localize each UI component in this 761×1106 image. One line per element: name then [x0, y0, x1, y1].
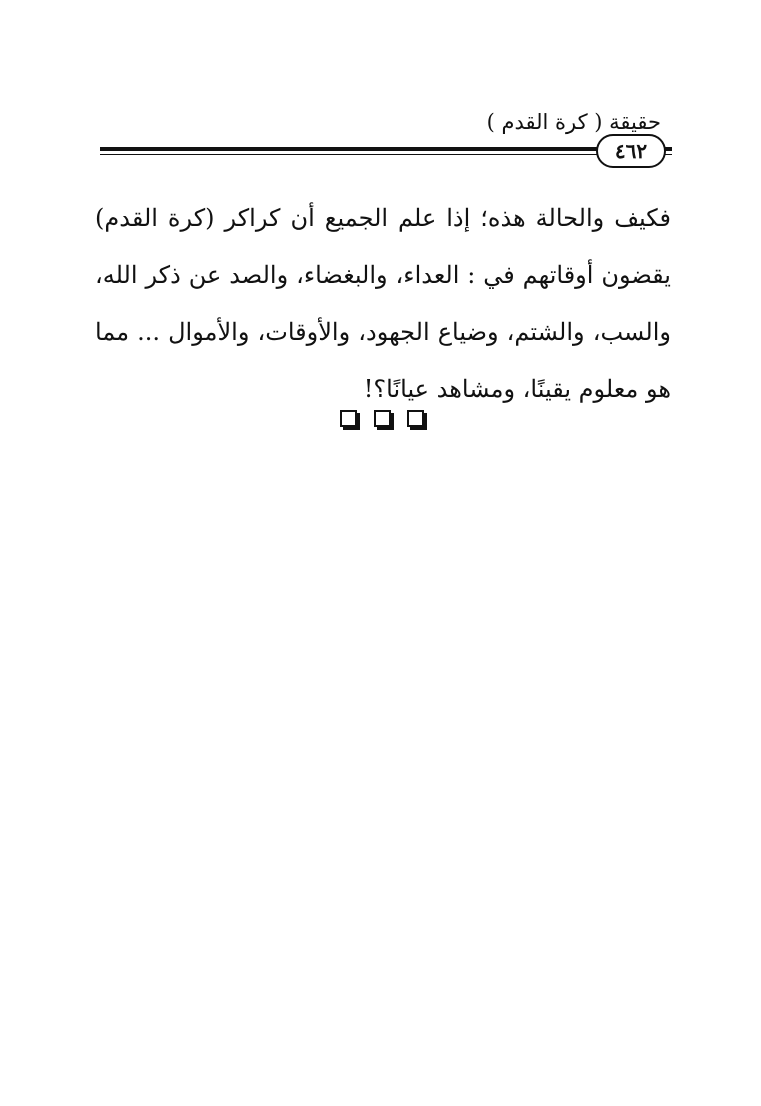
header-rule-thin — [100, 154, 600, 155]
page-number-frame — [596, 134, 666, 168]
separator-box-icon — [374, 410, 391, 427]
body-paragraph: فكيف والحالة هذه؛ إذا علم الجميع أن كراكر (كرة القدم) يقضون أوقاتهم في : العداء، والبغضاء، والصد عن ذكر الله، والسب، والشتم، وضياع الجهود، والأوقات، والأموال ... مما هو معلوم يقينًا، ومشاهد عيانًا؟! — [95, 204, 671, 403]
header-rule-right-thick — [665, 147, 672, 151]
running-title: حقيقة ( كرة القدم ) — [486, 110, 661, 134]
header-rule-thick — [100, 147, 600, 151]
separator-box-icon — [407, 410, 424, 427]
section-separator — [340, 410, 424, 432]
page-number: ٤٦٢ — [614, 139, 648, 163]
header-rule-right-thin — [665, 154, 672, 155]
separator-box-icon — [340, 410, 357, 427]
